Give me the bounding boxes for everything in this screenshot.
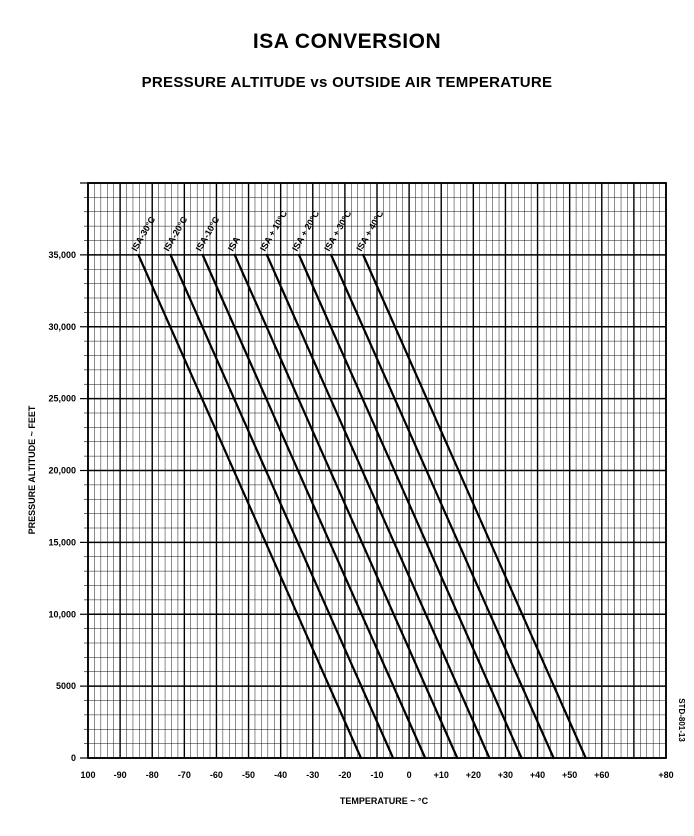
x-tick-label: -20: [338, 770, 352, 780]
x-tick-label: -70: [177, 770, 191, 780]
series-line: [203, 255, 426, 758]
y-tick-label: 25,000: [48, 393, 76, 404]
chart-grid: [80, 183, 666, 758]
series-label: ISA-10°C: [193, 214, 222, 253]
series-line: [235, 255, 458, 758]
x-tick-label: 0: [406, 770, 412, 780]
series-label: ISA-20°C: [161, 214, 190, 253]
x-tick-label: -80: [145, 770, 159, 780]
series-label: ISA + 30°C: [322, 208, 354, 253]
series-label: ISA + 40°C: [354, 208, 386, 253]
x-tick-label: +80: [658, 770, 674, 780]
y-tick-label: 5000: [55, 681, 76, 692]
x-tick-label: -50: [242, 770, 256, 780]
y-tick-label: 30,000: [48, 321, 76, 332]
y-tick-label: 35,000: [48, 249, 76, 260]
series-line: [331, 255, 554, 758]
y-axis-title: PRESSURE ALTITUDE ~ FEET: [27, 405, 37, 535]
x-tick-label: +20: [465, 770, 481, 780]
y-tick-label: 20,000: [48, 465, 76, 476]
series-line: [299, 255, 522, 758]
x-tick-label: -30: [306, 770, 320, 780]
x-axis-title: TEMPERATURE ~ °C: [339, 796, 429, 806]
y-tick-label: 10,000: [48, 609, 76, 620]
series-label: ISA + 20°C: [290, 208, 322, 253]
series-line: [138, 255, 361, 758]
x-tick-label: +60: [594, 770, 610, 780]
series-line: [363, 255, 586, 758]
series-line: [267, 255, 490, 758]
y-tick-label: 15,000: [48, 537, 76, 548]
series-label: ISA: [225, 234, 242, 253]
page-subtitle: PRESSURE ALTITUDE vs OUTSIDE AIR TEMPERATURE: [141, 74, 553, 91]
x-tick-label: +50: [562, 770, 578, 780]
series-line: [171, 255, 394, 758]
x-tick-label: -10: [370, 770, 384, 780]
y-tick-label: 0: [70, 753, 76, 763]
x-tick-label: +40: [529, 770, 546, 780]
x-tick-label: -60: [209, 770, 223, 780]
x-tick-label: -40: [274, 770, 288, 780]
x-tick-label: +10: [433, 770, 449, 780]
series-label: ISA + 10°C: [257, 208, 290, 253]
page-title: ISA CONVERSION: [252, 30, 442, 53]
x-tick-label: -90: [113, 770, 127, 780]
figure-code: STD-801-13: [677, 698, 686, 742]
x-tick-label: 100: [80, 770, 96, 780]
x-tick-label: +30: [497, 770, 514, 780]
series-label: ISA-30°C: [129, 214, 158, 253]
